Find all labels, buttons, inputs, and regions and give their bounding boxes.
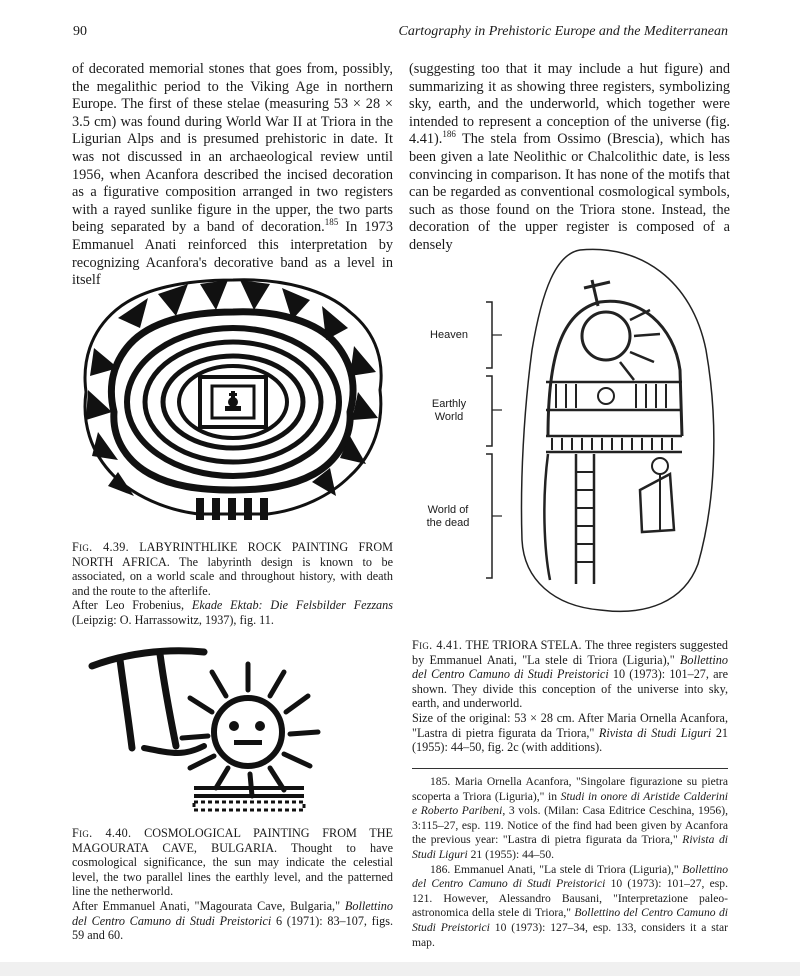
footnotes: [412, 775, 728, 950]
running-head: Cartography in Prehistoric Europe and the Mediterranean: [398, 24, 728, 39]
heaven-label: Heaven: [430, 329, 468, 341]
page-bottom-bar: [0, 962, 800, 976]
footnote-ref-186[interactable]: 186: [442, 129, 456, 140]
triora-stela-figure: [470, 240, 730, 620]
world-of-the-dead-label-line1: World of: [427, 504, 469, 516]
labyrinth-rock-painting-figure: [78, 272, 388, 532]
right-column-text: (suggesting too that it may include a hut figure) and summarizing it as showing three registers, symbolizing sky, earth, and the underworld, which together were intended to represent a conception of the universe (fig. 4.41).$^{186}$ The stela from Ossimo (Brescia), which has been given a late Neolithic or Chalcolithic date, is less convincing in comparison. It has none of the motifs that can be regarded as conventional cosmological symbols, such as those found on the Triora stone. Instead, the decoration of the upper register is composed of a densely: [409, 61, 730, 253]
figure-4-39-caption: Fig. 4.39. LABYRINTHLIKE ROCK PAINTING FROM NORTH AFRICA. The labyrinth design is known to be associated, on a world scale and throughout history, with death and the route to the afterlife. After Leo Frobenius, Ekade Ektab: Die Felsbilder Fezzans (Leipzig: O. Harrassowitz, 1937), fig. 11.: [72, 540, 394, 627]
page-number: 90: [73, 24, 87, 39]
footnote-186: 186. Emmanuel Anati, "La stele di Triora (Liguria)," Bollettino del Centro Camuno di Studi Preistorici 10 (1973): 101–27, esp. 121. However, Alessandro Bausani, "Interpretazione paleo-astronomica della stele di Triora," Bollettino del Centro Camuno di Studi Preistorici 10 (1973): 127–34, esp. 133, considers it a star map.: [412, 862, 728, 949]
footnote-185: 185. Maria Ornella Acanfora, "Singolare figurazione su pietra scoperta a Triora (Liguria)," in Studi in onore di Aristide Calderini e Roberto Paribeni, 3 vols. (Milan: Casa Editrice Ceschina, 1956), 3:115–27, esp. 119. Notice of the find had been given by Acanfora the previous year: "Lastra di pietra figurata da Triora," Rivista di Studi Liguri 21 (1955): 44–50.: [412, 775, 728, 861]
earthly-world-label-line1: Earthly: [431, 398, 467, 410]
footnote-rule: [412, 768, 728, 769]
magourata-cave-painting-figure: [84, 636, 334, 816]
figure-4-41-caption: Fig. 4.41. THE TRIORA STELA. The three registers suggested by Emmanuel Anati, "La stele di Triora (Liguria)," Bollettino del Centro Camuno di Studi Preistorici 10 (1973): 101–27, are shown. They divide this conception of the universe into sky, earth, and underworld. Size of the original: 53 × 28 cm. After Maria Ornella Acanfora, "Lastra di pietra figurata da Triora," Rivista di Studi Liguri 21 (1955): 44–50, fig. 2c (with additions).: [412, 638, 729, 755]
world-of-the-dead-label-line2: the dead: [426, 517, 470, 529]
left-column-text: of decorated memorial stones that goes from, possibly, the megalithic period to the Viking Age in northern Europe. The first of these stelae (measuring 53 × 28 × 3.5 cm) was found during World War II at Triora in the Ligurian Alps and is presumed prehistoric in date. It was not discussed in an archaeological review until 1956, when Acanfora described the incised decoration as a figurative composition arranged in two registers with a rayed sunlike figure in the upper, the two parts being separated by a band of decoration.$^{185}$ In 1973 Emmanuel Anati reinforced this interpretation by recognizing Acanfora's decorative band as a level in itself: [72, 61, 393, 289]
footnote-ref-185[interactable]: 185: [324, 217, 339, 228]
earthly-world-label-line2: World: [434, 411, 464, 423]
figure-4-40-caption: Fig. 4.40. COSMOLOGICAL PAINTING FROM THE MAGOURATA CAVE, BULGARIA. Thought to have cosmological significance, the sun may indicate the celestial level, the two parallel lines the earthly level, and the patterned line the netherworld. After Emmanuel Anati, "Magourata Cave, Bulgaria," Bollettino del Centro Camuno di Studi Preistorici 6 (1971): 83–107, figs. 59 and 60.: [72, 826, 393, 943]
